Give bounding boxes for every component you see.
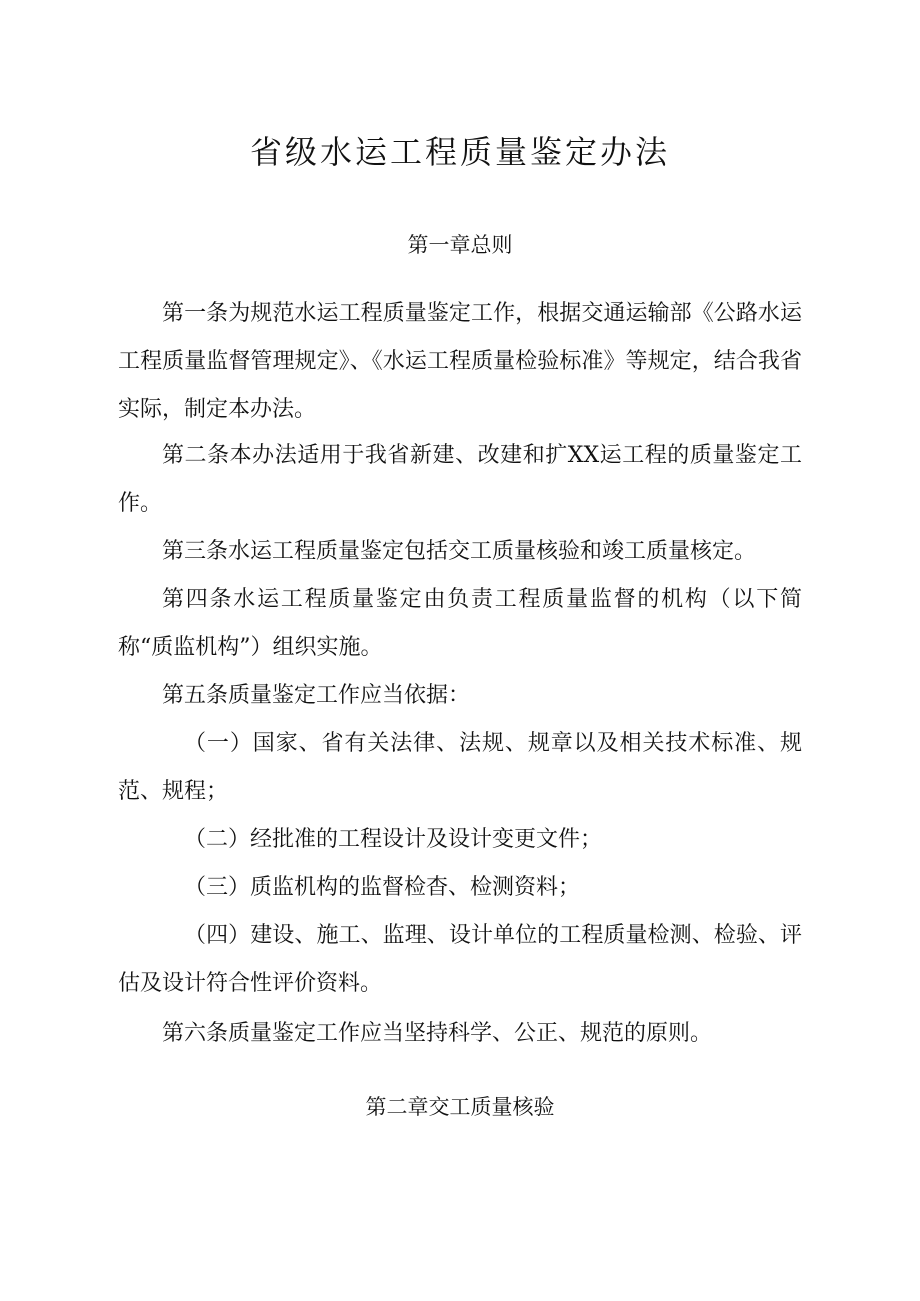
article-2-text: 第二条本办法适用于我省新建、改建和扩XX运工程的质量鉴定工作。 — [118, 443, 802, 516]
list-item-4-text: （四）建设、施工、监理、设计单位的工程质量检测、检验、评估及设计符合性评价资料。 — [118, 923, 802, 996]
article-5 — [118, 672, 802, 720]
chapter-heading-2: 第二章交工质量核验 — [365, 1095, 555, 1119]
list-item-4 — [118, 912, 802, 1008]
document-title: 省级水运工程质量鉴定办法 — [249, 133, 670, 171]
chapter-heading-1: 第一章总则 — [407, 233, 513, 257]
article-2 — [118, 432, 802, 528]
article-4-text: 第四条水运工程质量鉴定由负责工程质量监督的机构（以下简称“质监机构”）组织实施。 — [118, 587, 802, 660]
list-item-3 — [118, 864, 802, 912]
article-1 — [118, 290, 802, 434]
article-1-text: 第一条为规范水运工程质量鉴定工作，根据交通运输部《公路水运工程质量监督管理规定》、《水运工程质量检验标准》等规定，结合我省实际，制定本办法。 — [118, 301, 802, 422]
article-3-text: 第三条水运工程质量鉴定包括交工质量核验和竣工质量核定。 — [162, 539, 757, 564]
list-item-3-text: （三）质监机构的监督检杳、检测资料； — [184, 875, 581, 900]
list-item-1 — [118, 720, 802, 816]
list-item-1-text: （一）国家、省有关法律、法规、规章以及相关技术标准、规范、规程； — [118, 731, 802, 804]
article-6-text: 第六条质量鉴定工作应当坚持科学、公正、规范的原则。 — [162, 1021, 713, 1046]
article-5-text: 第五条质量鉴定工作应当依据： — [162, 683, 471, 708]
list-item-2-text: （二）经批准的工程设计及设计变更文件； — [184, 827, 603, 852]
list-item-2 — [118, 816, 802, 864]
article-6 — [118, 1010, 802, 1058]
article-3 — [118, 528, 802, 576]
article-4 — [118, 576, 802, 672]
